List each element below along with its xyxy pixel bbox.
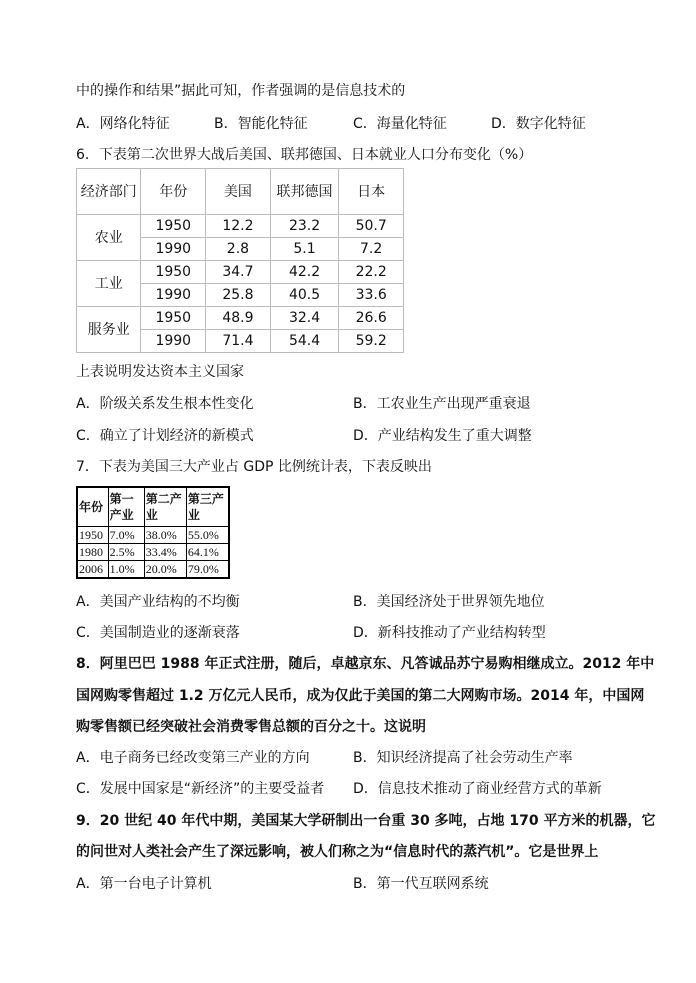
q7-table — [76, 486, 230, 579]
q6-table — [76, 168, 404, 353]
table-cell: 22.2 — [339, 261, 404, 284]
q5-option-d[interactable]: D．数字化特征 — [491, 116, 586, 132]
q9-line-1: 9．20 世纪 40 年代中期，美国某大学研制出一台重 30 多吨，占地 170 平方米的机器，它 — [76, 813, 656, 829]
q7-option-d[interactable]: D．新科技推动了产业结构转型 — [353, 625, 546, 641]
q6-option-a[interactable]: A．阶级关系发生根本性变化 — [76, 396, 254, 412]
table-cell: 2.5% — [108, 544, 144, 561]
table-cell: 79.0% — [186, 561, 229, 579]
q5-option-a[interactable]: A．网络化特征 — [76, 116, 170, 132]
table-cell: 40.5 — [270, 284, 339, 307]
table-cell: 26.6 — [339, 307, 404, 330]
sector-cell: 农业 — [77, 215, 141, 261]
table-cell: 1980 — [77, 544, 108, 561]
q8-line-2: 国网购零售超过 1.2 万亿元人民币，成为仅此于美国的第二大网购市场。2014 年，中国网 — [76, 688, 645, 704]
sector-cell: 服务业 — [77, 307, 141, 353]
q7-stem: 7．下表为美国三大产业占 GDP 比例统计表，下表反映出 — [76, 459, 432, 475]
q8-option-a[interactable]: A．电子商务已经改变第三产业的方向 — [76, 750, 310, 766]
table-header-cell: 年份 — [141, 169, 206, 215]
table-row — [77, 527, 229, 544]
q5-option-c[interactable]: C．海量化特征 — [353, 116, 447, 132]
table-cell: 32.4 — [270, 307, 339, 330]
q9-line-2: 的问世对人类社会产生了深远影响，被人们称之为“信息时代的蒸汽机”。它是世界上 — [76, 844, 599, 860]
q6-option-c[interactable]: C．确立了计划经济的新模式 — [76, 428, 254, 444]
table-cell: 2006 — [77, 561, 108, 579]
table-row — [77, 307, 404, 330]
table-cell: 1.0% — [108, 561, 144, 579]
table-cell: 34.7 — [206, 261, 271, 284]
table-row — [77, 215, 404, 238]
table-header-cell: 年份 — [77, 487, 108, 527]
table-cell: 42.2 — [270, 261, 339, 284]
table-cell: 20.0% — [144, 561, 186, 579]
table-cell: 1990 — [141, 330, 206, 353]
q8-option-b[interactable]: B．知识经济提高了社会劳动生产率 — [353, 750, 573, 766]
table-cell: 38.0% — [144, 527, 186, 544]
table-header-cell: 美国 — [206, 169, 271, 215]
q8-line-3: 购零售额已经突破社会消费零售总额的百分之十。这说明 — [76, 719, 426, 735]
table-cell: 1950 — [77, 527, 108, 544]
table-cell: 23.2 — [270, 215, 339, 238]
table-cell: 5.1 — [270, 238, 339, 261]
q7-option-b[interactable]: B．美国经济处于世界领先地位 — [353, 594, 545, 610]
table-cell: 55.0% — [186, 527, 229, 544]
table-cell: 33.6 — [339, 284, 404, 307]
table-cell: 1950 — [141, 215, 206, 238]
table-cell: 64.1% — [186, 544, 229, 561]
q6-after-text: 上表说明发达资本主义国家 — [76, 364, 244, 380]
table-header-cell: 经济部门 — [77, 169, 141, 215]
table-cell: 2.8 — [206, 238, 271, 261]
table-cell: 33.4% — [144, 544, 186, 561]
intro-line: 中的操作和结果”据此可知，作者强调的是信息技术的 — [76, 83, 406, 99]
table-header-cell: 联邦德国 — [270, 169, 339, 215]
sector-cell: 工业 — [77, 261, 141, 307]
table-header-cell: 第三产业 — [186, 487, 229, 527]
q6-option-b[interactable]: B．工农业生产出现严重衰退 — [353, 396, 531, 412]
table-row — [77, 561, 229, 579]
q8-line-1: 8．阿里巴巴 1988 年正式注册，随后，卓越京东、凡答诚品苏宁易购相继成立。2012 年中 — [76, 656, 655, 672]
q7-option-c[interactable]: C．美国制造业的逐渐衰落 — [76, 625, 240, 641]
table-cell: 48.9 — [206, 307, 271, 330]
table-cell: 54.4 — [270, 330, 339, 353]
table-cell: 12.2 — [206, 215, 271, 238]
table-cell: 1950 — [141, 261, 206, 284]
table-cell: 1990 — [141, 238, 206, 261]
table-cell: 7.2 — [339, 238, 404, 261]
q9-option-a[interactable]: A．第一台电子计算机 — [76, 876, 212, 892]
table-cell: 59.2 — [339, 330, 404, 353]
q7-option-a[interactable]: A．美国产业结构的不均衡 — [76, 594, 240, 610]
q8-option-d[interactable]: D．信息技术推动了商业经营方式的革新 — [353, 781, 602, 797]
table-header-cell: 第二产业 — [144, 487, 186, 527]
table-header-row — [77, 169, 404, 215]
table-row — [77, 261, 404, 284]
q8-option-c[interactable]: C．发展中国家是“新经济”的主要受益者 — [76, 781, 325, 797]
table-cell: 1950 — [141, 307, 206, 330]
table-cell: 25.8 — [206, 284, 271, 307]
table-cell: 50.7 — [339, 215, 404, 238]
q6-option-d[interactable]: D．产业结构发生了重大调整 — [353, 428, 532, 444]
table-row — [77, 544, 229, 561]
q9-option-b[interactable]: B．第一代互联网系统 — [353, 876, 489, 892]
table-header-cell: 日本 — [339, 169, 404, 215]
q5-option-b[interactable]: B．智能化特征 — [214, 116, 308, 132]
table-cell: 71.4 — [206, 330, 271, 353]
q6-stem: 6．下表第二次世界大战后美国、联邦德国、日本就业人口分布变化（%） — [76, 147, 533, 163]
table-header-row — [77, 487, 229, 527]
table-header-cell: 第一产业 — [108, 487, 144, 527]
table-cell: 7.0% — [108, 527, 144, 544]
table-cell: 1990 — [141, 284, 206, 307]
